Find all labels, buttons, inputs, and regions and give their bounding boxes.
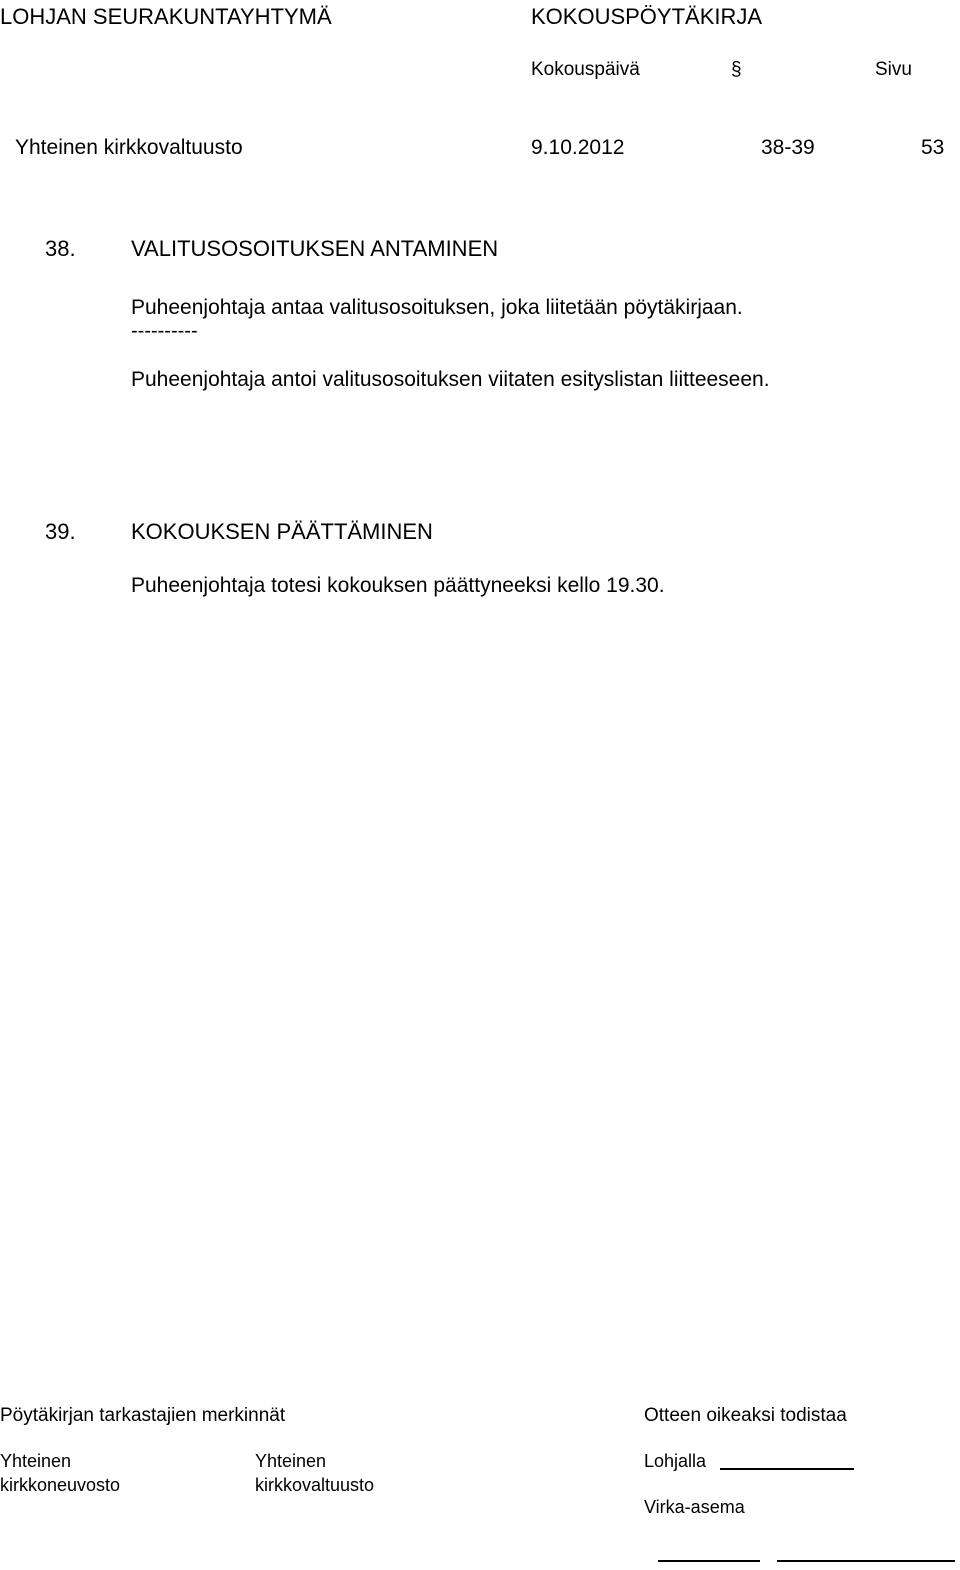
page-number: 53 [921,136,945,159]
meeting-body: Yhteinen kirkkovaltuusto [15,136,243,159]
inspectors-heading: Pöytäkirjan tarkastajien merkinnät [0,1405,286,1426]
item-38-proposal: Puheenjohtaja antaa valitusosoituksen, joka liitetään pöytäkirjaan. [131,296,743,319]
section-numbers: 38-39 [761,136,815,159]
signature-line-right [777,1560,955,1562]
council-label-line2: kirkkovaltuusto [255,1475,375,1495]
certify-heading: Otteen oikeaksi todistaa [644,1405,847,1426]
document-type: KOKOUSPÖYTÄKIRJA [531,4,763,29]
board-label-line2: kirkkoneuvosto [0,1475,121,1495]
council-label-line1: Yhteinen [255,1451,327,1471]
item-38-decision: Puheenjohtaja antoi valitusosoituksen viitaten esityslistan liitteeseen. [131,368,770,391]
item-38-separator: ---------- [131,320,198,342]
organization-name: LOHJAN SEURAKUNTAYHTYMÄ [0,4,332,29]
place-signature-line [720,1468,854,1470]
section-symbol: § [731,59,742,80]
item-38-title: VALITUSOSOITUKSEN ANTAMINEN [131,236,499,261]
item-39-title: KOKOUKSEN PÄÄTTÄMINEN [131,519,433,544]
item-39-number: 39. [45,519,76,544]
meeting-date-label: Kokouspäivä [531,59,640,80]
item-38-number: 38. [45,236,76,261]
page-label: Sivu [875,59,912,80]
position-label: Virka-asema [644,1497,745,1517]
meeting-date: 9.10.2012 [531,136,625,159]
signature-line-left [658,1560,760,1562]
item-39-text: Puheenjohtaja totesi kokouksen päättyneeksi kello 19.30. [131,574,665,597]
place-label: Lohjalla [644,1451,707,1471]
board-label-line1: Yhteinen [0,1451,72,1471]
